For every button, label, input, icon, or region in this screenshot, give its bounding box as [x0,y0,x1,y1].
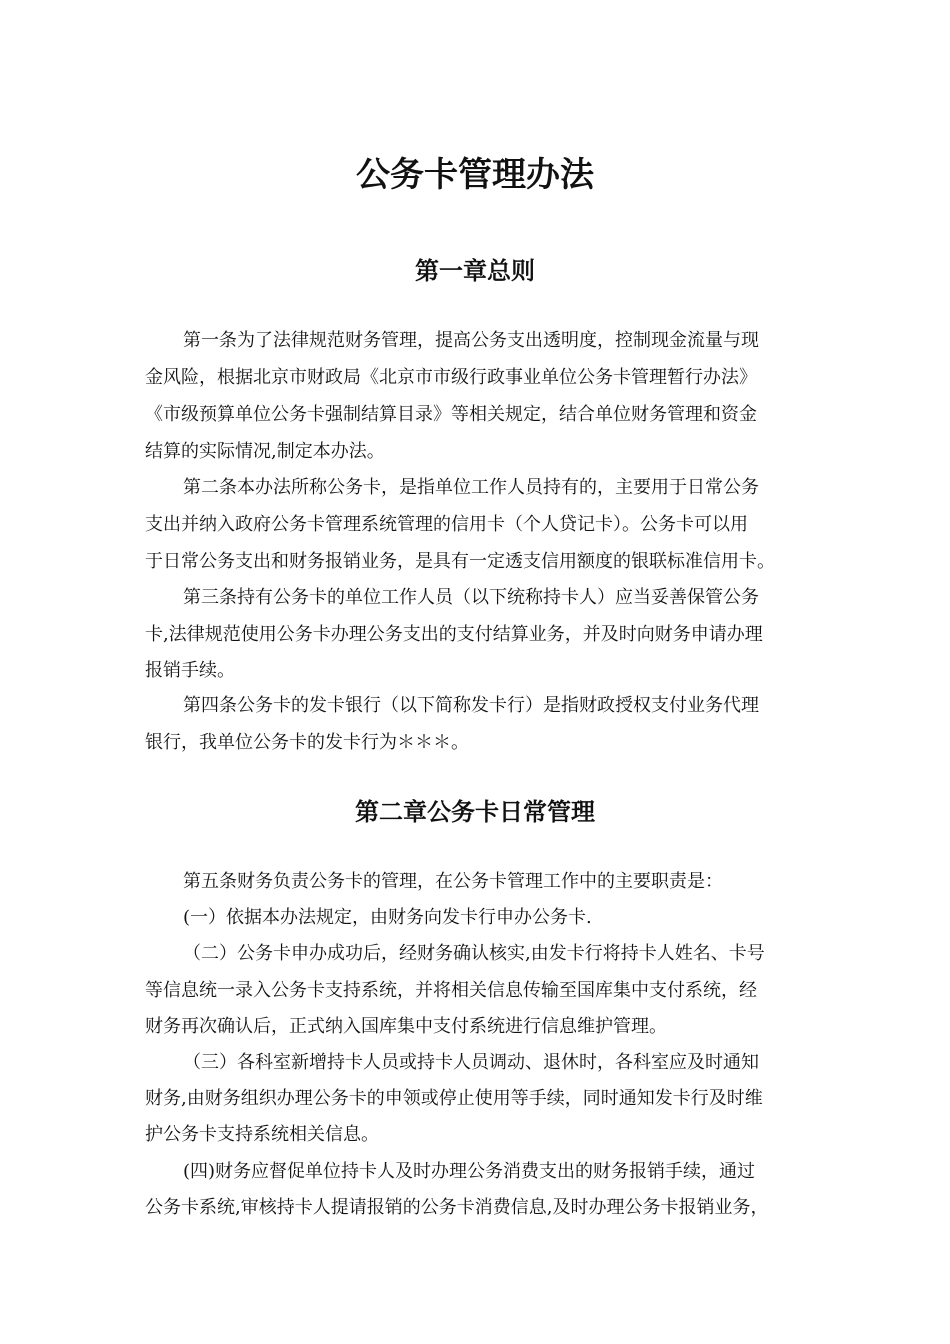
chapter-1-line: 报销手续。 [145,660,235,681]
chapter-2-line: 财务,由财务组织办理公务卡的申领或停止使用等手续，同时通知发卡行及时维 [145,1088,763,1109]
chapter-1-line: 金风险，根据北京市财政局《北京市市级行政事业单位公务卡管理暂行办法》 [145,367,757,388]
chapter-2-heading: 第二章公务卡日常管理 [355,797,595,826]
chapter-2-line: 财务再次确认后，正式纳入国库集中支付系统进行信息维护管理。 [145,1016,667,1037]
chapter-1-line: 支出并纳入政府公务卡管理系统管理的信用卡（个人贷记卡）。公务卡可以用 [145,514,748,535]
chapter-1-line: 第二条本办法所称公务卡，是指单位工作人员持有的，主要用于日常公务 [183,477,759,498]
chapter-2-line: 公务卡系统,审核持卡人提请报销的公务卡消费信息,及时办理公务卡报销业务， [145,1197,769,1218]
chapter-1-line: 结算的实际情况,制定本办法。 [145,441,385,462]
chapter-1-line: 银行，我单位公务卡的发卡行为＊＊＊。 [145,732,469,753]
document-title: 公务卡管理办法 [356,155,594,195]
chapter-1-heading: 第一章总则 [415,256,535,285]
chapter-2-line: （二）公务卡申办成功后，经财务确认核实,由发卡行将持卡人姓名、卡号 [183,943,765,964]
chapter-1-line: 卡,法律规范使用公务卡办理公务支出的支付结算业务，并及时向财务申请办理 [145,624,763,645]
chapter-2-line: （三）各科室新增持卡人员或持卡人员调动、退休时，各科室应及时通知 [183,1052,759,1073]
chapter-2-line: (四)财务应督促单位持卡人及时办理公务消费支出的财务报销手续，通过 [183,1161,756,1182]
chapter-1-line: 《市级预算单位公务卡强制结算目录》等相关规定，结合单位财务管理和资金 [145,404,757,425]
chapter-1-line: 第一条为了法律规范财务管理，提高公务支出透明度，控制现金流量与现 [183,330,759,351]
chapter-2-line: 护公务卡支持系统相关信息。 [145,1124,379,1145]
chapter-2-line: 等信息统一录入公务卡支持系统，并将相关信息传输至国库集中支付系统，经 [145,980,757,1001]
chapter-2-line: (一）依据本办法规定，由财务向发卡行申办公务卡. [183,907,592,928]
chapter-1-line: 第四条公务卡的发卡银行（以下简称发卡行）是指财政授权支付业务代理 [183,695,759,716]
chapter-1-line: 第三条持有公务卡的单位工作人员（以下统称持卡人）应当妥善保管公务 [183,587,759,608]
chapter-2-line: 第五条财务负责公务卡的管理，在公务卡管理工作中的主要职责是： [183,871,723,892]
chapter-1-line: 于日常公务支出和财务报销业务，是具有一定透支信用额度的银联标准信用卡。 [145,551,775,572]
